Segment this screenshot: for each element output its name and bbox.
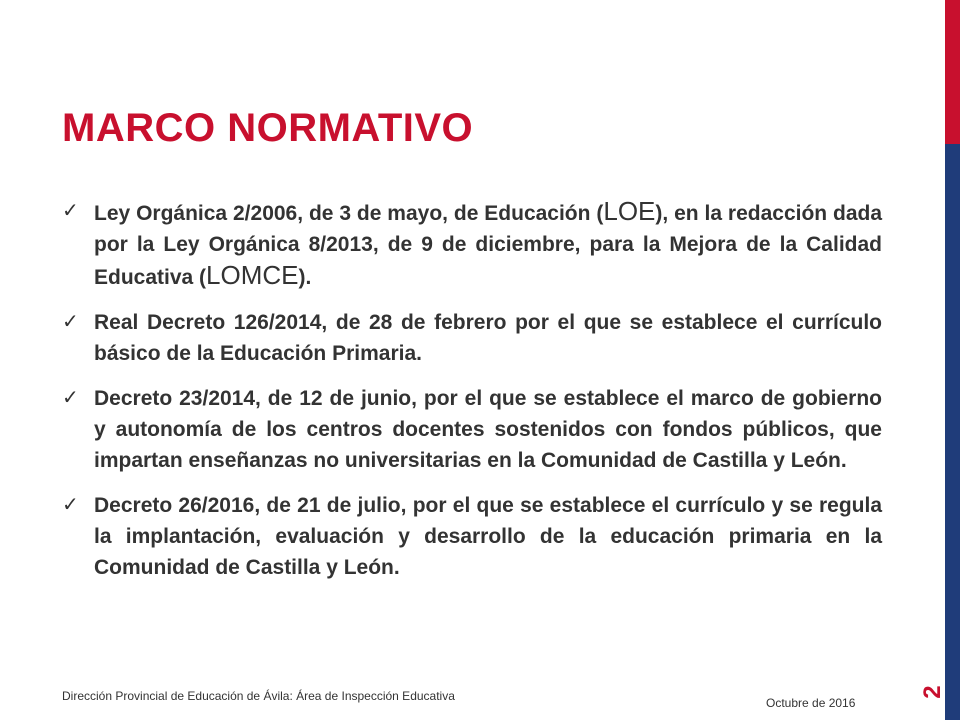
list-item-decreto-23 (62, 383, 882, 476)
abbreviation-lomce: LOMCE (206, 260, 299, 290)
check-icon: ✓ (62, 494, 79, 516)
side-bar-blue (945, 144, 960, 720)
page-number: 2 (919, 685, 946, 699)
footer-date: Octubre de 2016 (766, 696, 856, 710)
item-text: Decreto 26/2016, de 21 de julio, por el que se establece el currículo y se regula la implantación, evaluación y desarrollo de la educación primaria en la Comunidad de Castilla y León. (94, 494, 882, 579)
check-icon: ✓ (62, 387, 79, 409)
abbreviation-loe: LOE (603, 196, 656, 226)
item-text-part: Ley Orgánica 2/2006, de 3 de mayo, de Educación ( (94, 202, 604, 225)
item-text-part: ), en la redacción dada por la Ley Orgánica 8/2013, de 9 de diciembre, para la Mejora de la Calidad Educativa ( (94, 202, 883, 289)
footer-organization: Dirección Provincial de Educación de Ávila: Área de Inspección Educativa (62, 689, 455, 703)
list-item-loe-lomce (62, 196, 882, 293)
slide-title: MARCO NORMATIVO (62, 106, 474, 150)
list-item-real-decreto (62, 307, 882, 369)
check-icon: ✓ (62, 311, 79, 333)
item-text: Decreto 23/2014, de 12 de junio, por el que se establece el marco de gobierno y autonomía de los centros docentes sostenidos con fondos públicos, que impartan enseñanzas no universitarias en la Comunidad de Castilla y León. (94, 387, 882, 472)
bullet-list (62, 196, 882, 597)
check-icon: ✓ (62, 200, 79, 222)
item-text: Real Decreto 126/2014, de 28 de febrero por el que se establece el currículo básico de la Educación Primaria. (94, 311, 882, 365)
list-item-decreto-26 (62, 490, 882, 583)
side-bar-red (945, 0, 960, 144)
item-text-part: ). (298, 266, 312, 289)
